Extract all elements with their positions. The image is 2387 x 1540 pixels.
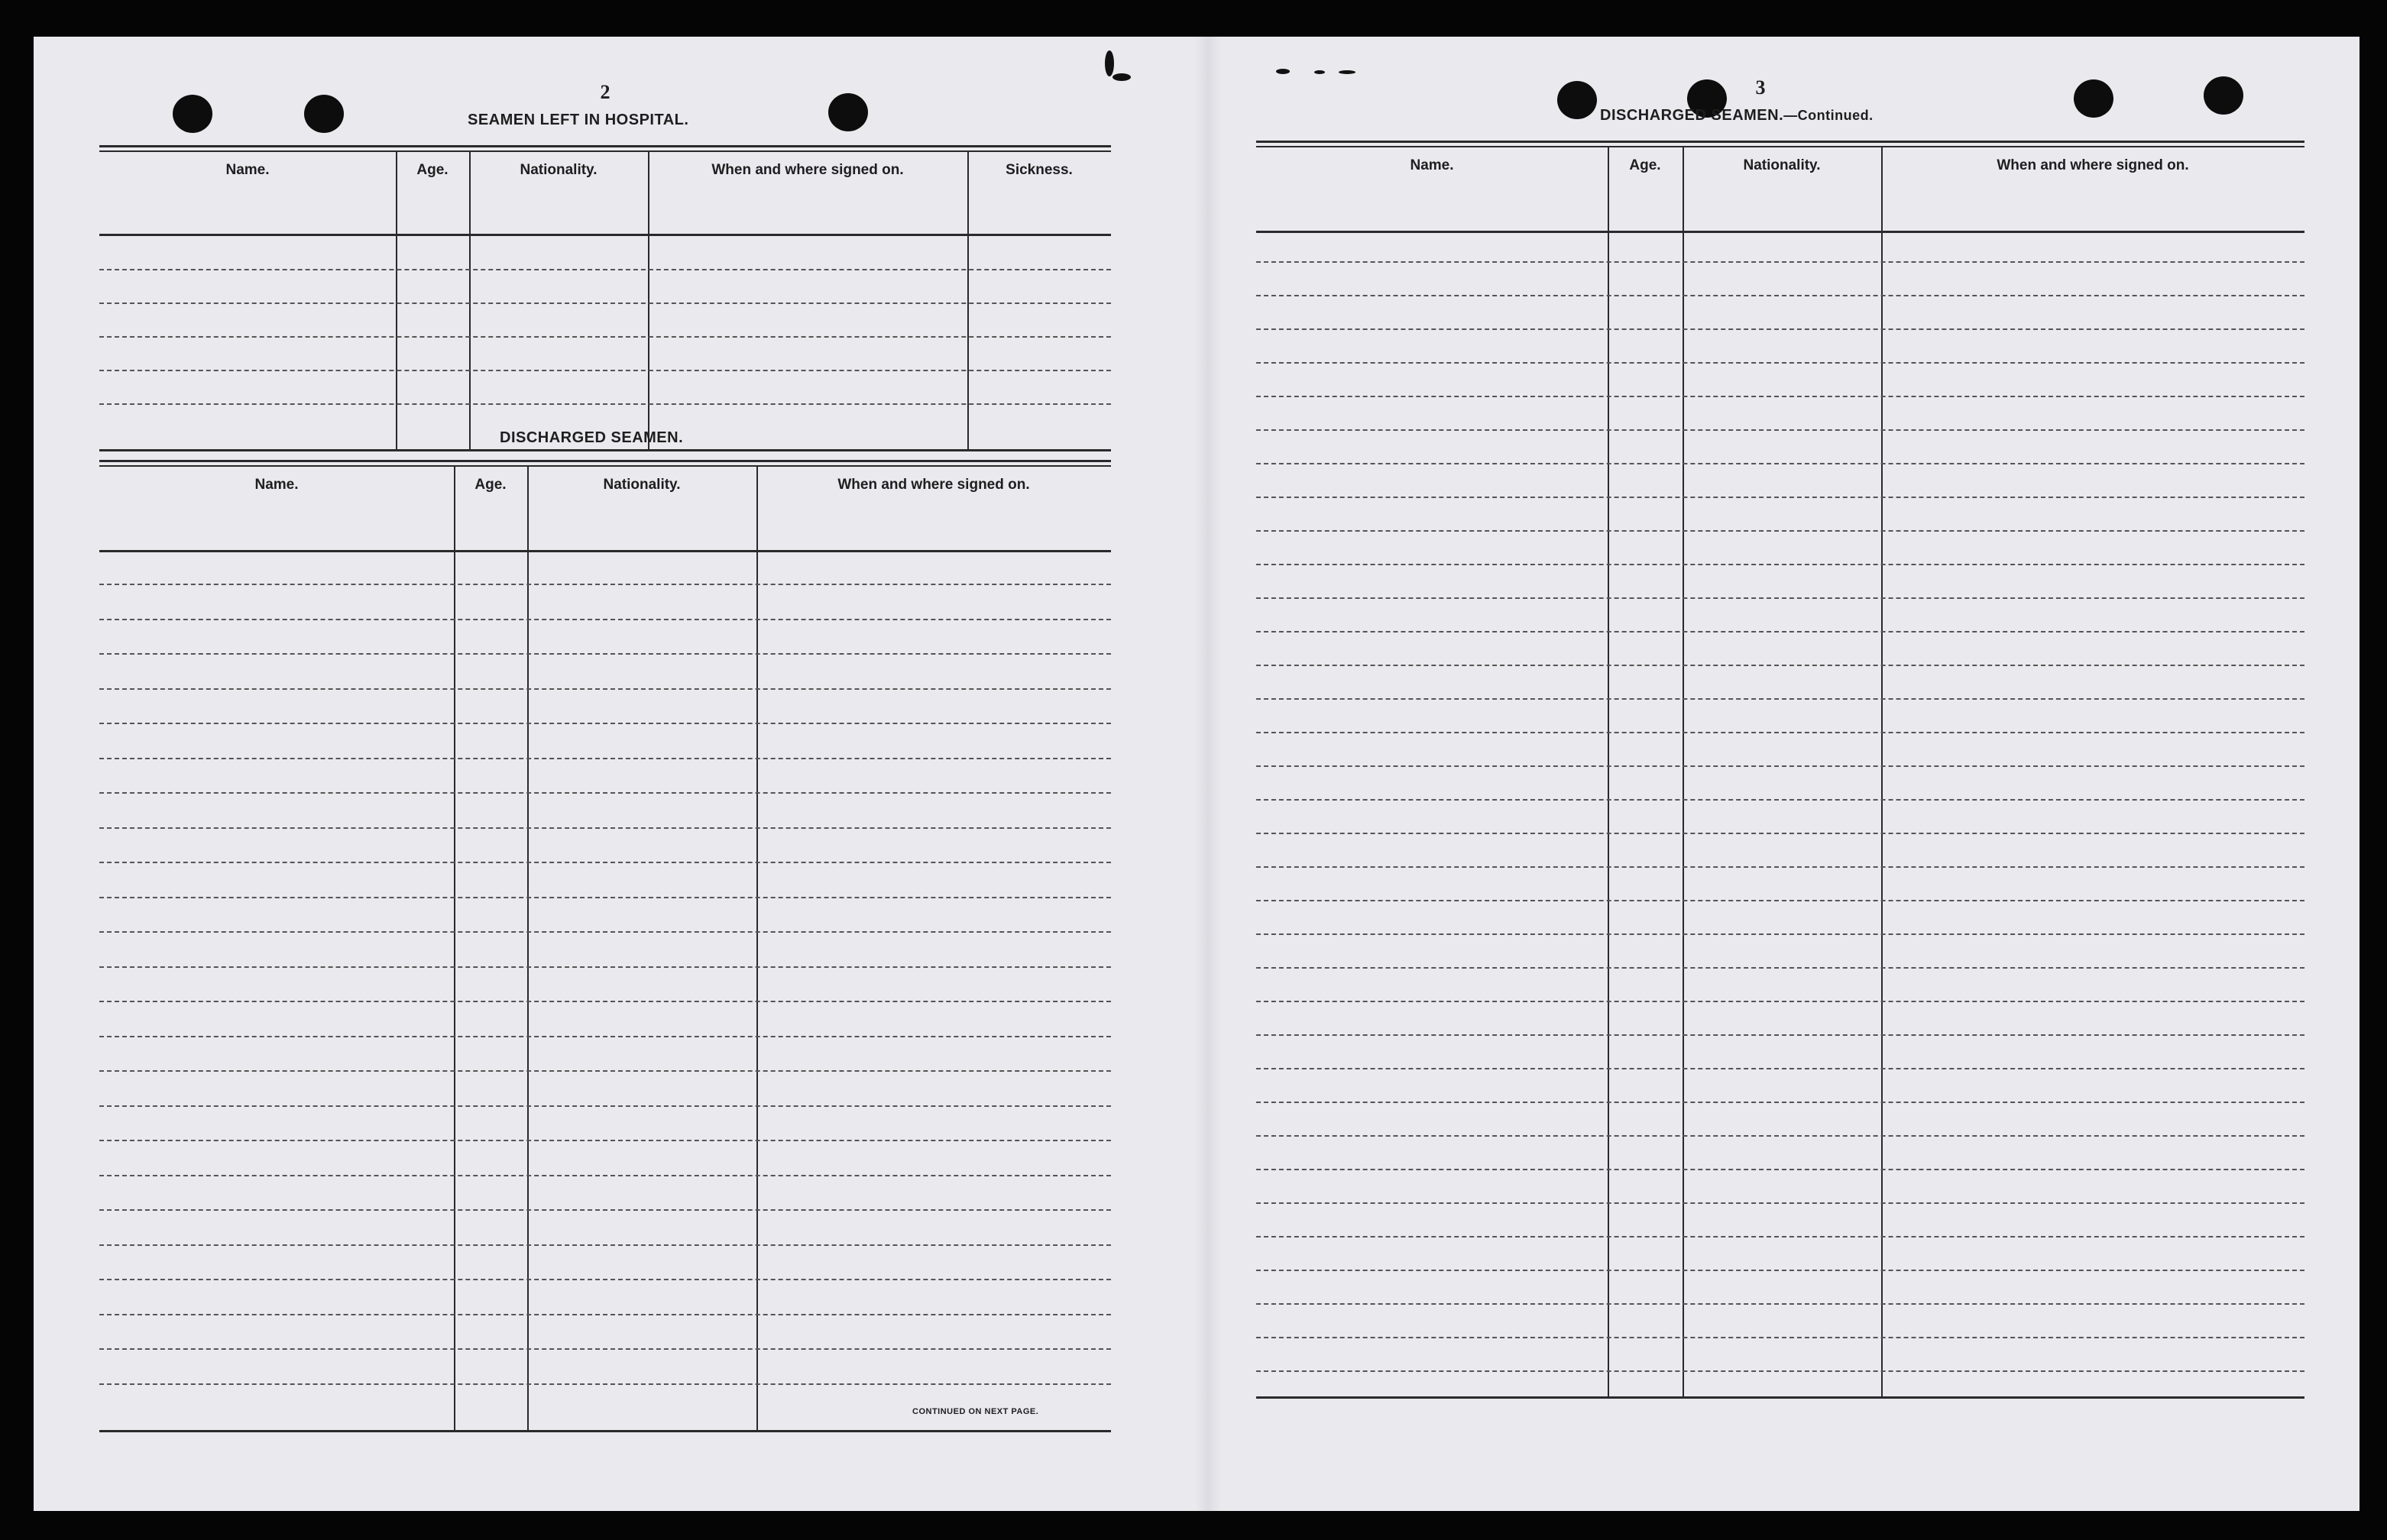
entry-row xyxy=(99,1383,1111,1385)
entry-row xyxy=(1256,900,2304,901)
ink-smudge xyxy=(1105,50,1114,76)
entry-row xyxy=(99,1244,1111,1246)
ink-smudge xyxy=(1276,69,1290,74)
entry-row xyxy=(99,1314,1111,1315)
entry-row xyxy=(1256,1102,2304,1103)
entry-row xyxy=(1256,497,2304,498)
entry-row xyxy=(1256,261,2304,263)
entry-row xyxy=(1256,833,2304,834)
hospital-table xyxy=(99,145,1111,460)
entry-row xyxy=(1256,698,2304,700)
column-header: Nationality. xyxy=(603,477,681,493)
entry-row xyxy=(1256,295,2304,296)
punch-hole xyxy=(828,93,868,131)
entry-row xyxy=(99,1105,1111,1107)
entry-row xyxy=(1256,1370,2304,1372)
discharged-table-left xyxy=(99,460,1111,1445)
punch-hole xyxy=(2204,76,2243,115)
entry-row xyxy=(99,1140,1111,1141)
column-header: Age. xyxy=(416,162,449,178)
table-bottom-rule xyxy=(99,449,1111,451)
entry-row xyxy=(99,336,1111,338)
entry-row xyxy=(99,1348,1111,1350)
entry-row xyxy=(1256,396,2304,397)
entry-row xyxy=(99,688,1111,690)
entry-row xyxy=(1256,799,2304,801)
entry-row xyxy=(1256,1034,2304,1036)
entry-row xyxy=(99,827,1111,829)
entry-row xyxy=(1256,1236,2304,1238)
ink-smudge xyxy=(1314,70,1325,74)
entry-row xyxy=(1256,328,2304,330)
column-header: Nationality. xyxy=(520,162,598,178)
entry-row xyxy=(99,302,1111,304)
entry-row xyxy=(1256,597,2304,599)
column-header: Sickness. xyxy=(1006,162,1073,178)
entry-row xyxy=(1256,1303,2304,1305)
discharged-continued-title xyxy=(1600,107,1874,125)
entry-row xyxy=(99,370,1111,371)
column-header: Name. xyxy=(254,477,299,493)
entry-row xyxy=(99,1001,1111,1002)
entry-row xyxy=(1256,564,2304,565)
entry-row xyxy=(99,1036,1111,1037)
punch-hole xyxy=(1557,81,1597,119)
column-header: Name. xyxy=(225,162,270,178)
entry-row xyxy=(99,966,1111,968)
entry-row xyxy=(1256,1068,2304,1069)
column-divider xyxy=(1683,147,1684,1396)
table-top-rule xyxy=(1256,141,2304,143)
ink-smudge xyxy=(1339,70,1355,74)
column-divider xyxy=(1881,147,1883,1396)
entry-row xyxy=(99,862,1111,863)
entry-row xyxy=(1256,631,2304,632)
continued-suffix: —Continued. xyxy=(1783,108,1874,123)
punch-hole xyxy=(304,95,344,133)
entry-row xyxy=(99,1175,1111,1176)
continued-note: CONTINUED ON NEXT PAGE. xyxy=(912,1407,1039,1416)
entry-row xyxy=(1256,967,2304,969)
entry-row xyxy=(99,1209,1111,1211)
table-bottom-rule xyxy=(99,1430,1111,1432)
table-top-rule xyxy=(99,465,1111,467)
entry-row xyxy=(1256,1135,2304,1137)
page-number-right: 3 xyxy=(1755,76,1766,99)
column-divider xyxy=(756,466,758,1430)
entry-row xyxy=(1256,1270,2304,1271)
discharged-title-text: DISCHARGED SEAMEN. xyxy=(1600,107,1784,124)
entry-row xyxy=(1256,732,2304,733)
entry-row xyxy=(1256,362,2304,364)
column-divider xyxy=(1608,147,1609,1396)
header-rule xyxy=(99,550,1111,552)
entry-row xyxy=(99,723,1111,724)
ink-smudge xyxy=(1113,73,1131,81)
entry-row xyxy=(1256,1169,2304,1170)
entry-row xyxy=(99,403,1111,405)
entry-row xyxy=(1256,933,2304,935)
entry-row xyxy=(1256,1337,2304,1338)
table-top-rule xyxy=(99,150,1111,152)
column-header: Age. xyxy=(474,477,507,493)
entry-row xyxy=(99,1070,1111,1072)
header-rule xyxy=(1256,231,2304,233)
entry-row xyxy=(1256,1001,2304,1002)
column-header: Name. xyxy=(1410,157,1454,173)
column-header: Age. xyxy=(1629,157,1661,173)
column-divider xyxy=(454,466,455,1430)
table-top-rule xyxy=(99,145,1111,147)
entry-row xyxy=(99,269,1111,270)
column-header: Nationality. xyxy=(1743,157,1821,173)
table-top-rule xyxy=(99,460,1111,462)
column-header: When and where signed on. xyxy=(711,162,904,178)
punch-hole xyxy=(2074,79,2113,118)
discharged-table-right xyxy=(1256,141,2304,1404)
entry-row xyxy=(1256,765,2304,767)
column-header: When and where signed on. xyxy=(1997,157,2189,173)
page-number-left: 2 xyxy=(600,81,611,103)
scanned-document xyxy=(34,37,2359,1511)
page-fold xyxy=(1195,37,1221,1511)
entry-row xyxy=(99,619,1111,620)
entry-row xyxy=(1256,530,2304,532)
entry-row xyxy=(1256,1202,2304,1204)
entry-row xyxy=(99,584,1111,585)
entry-row xyxy=(99,792,1111,794)
entry-row xyxy=(99,897,1111,898)
entry-row xyxy=(1256,429,2304,431)
header-rule xyxy=(99,234,1111,236)
entry-row xyxy=(1256,665,2304,666)
entry-row xyxy=(99,758,1111,759)
entry-row xyxy=(1256,866,2304,868)
column-divider xyxy=(527,466,529,1430)
entry-row xyxy=(99,1279,1111,1280)
table-top-rule xyxy=(1256,146,2304,147)
entry-row xyxy=(99,931,1111,933)
column-header: When and where signed on. xyxy=(837,477,1030,493)
table-bottom-rule xyxy=(1256,1396,2304,1399)
punch-hole xyxy=(173,95,212,133)
entry-row xyxy=(1256,463,2304,464)
discharged-table-title: DISCHARGED SEAMEN. xyxy=(500,429,684,446)
entry-row xyxy=(99,653,1111,655)
hospital-table-title: SEAMEN LEFT IN HOSPITAL. xyxy=(468,112,689,128)
